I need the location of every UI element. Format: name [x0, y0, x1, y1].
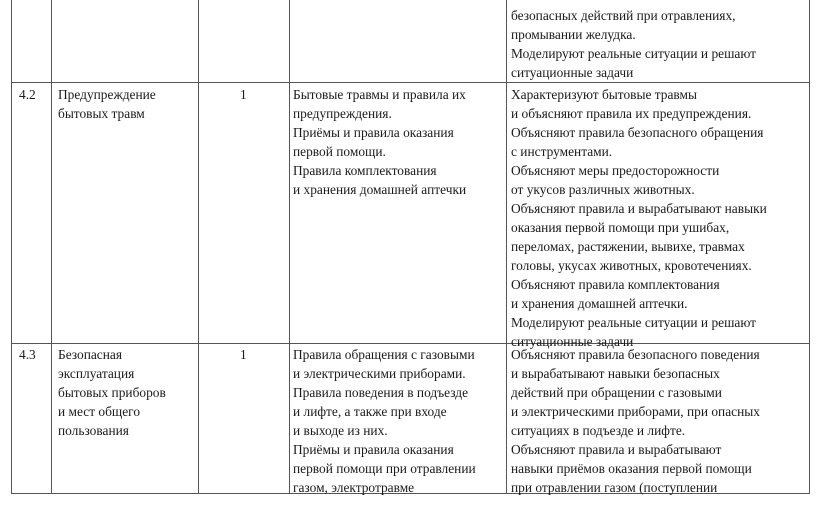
column-divider: [51, 0, 52, 494]
content-line: и выходе из них.: [293, 423, 388, 438]
column-divider: [198, 0, 199, 494]
content-line: Приёмы и правила оказания: [293, 125, 454, 140]
activity-line: промывании желудка.: [511, 27, 636, 42]
activity-line: безопасных действий при отравлениях,: [511, 8, 736, 23]
content-line: Бытовые травмы и правила их: [293, 87, 466, 102]
activity-line: Объясняют правила и вырабатывают: [511, 442, 722, 457]
hours-cell: 1: [240, 347, 247, 362]
row-divider: [11, 82, 810, 83]
hours-cell: 1: [240, 87, 247, 102]
activity-line: навыки приёмов оказания первой помощи: [511, 461, 752, 476]
activity-line: при отравлении газом (поступлении: [511, 480, 718, 495]
topic-line: Безопасная: [58, 347, 123, 362]
activities-cell: [511, 345, 760, 497]
activity-line: и электрическими приборами, при опасных: [511, 404, 760, 419]
activity-line: ситуационные задачи: [511, 65, 634, 80]
row-number: 4.3: [19, 347, 36, 362]
topic-line: и мест общего: [58, 404, 141, 419]
activity-line: от укусов различных животных.: [511, 182, 695, 197]
activity-line: действий при обращении с газовыми: [511, 385, 722, 400]
content-cell: [293, 345, 476, 497]
activity-line: ситуациях в подъезде и лифте.: [511, 423, 686, 438]
activity-line: и хранения домашней аптечки.: [511, 296, 688, 311]
content-line: Приёмы и правила оказания: [293, 442, 454, 457]
table-border-left: [11, 0, 12, 494]
activity-line: Объясняют меры предосторожности: [511, 163, 720, 178]
activity-line: Объясняют правила и вырабатывают навыки: [511, 201, 767, 216]
content-line: и хранения домашней аптечки: [293, 182, 467, 197]
curriculum-table: [11, 0, 810, 494]
content-line: первой помощи при отравлении: [293, 461, 476, 476]
content-line: и электрическими приборами.: [293, 366, 466, 381]
activity-line: с инструментами.: [511, 144, 613, 159]
table-row-activities: [511, 6, 756, 82]
content-line: первой помощи.: [293, 144, 386, 159]
activity-line: Объясняют правила комплектования: [511, 277, 720, 292]
activity-line: Объясняют правила безопасного поведения: [511, 347, 760, 362]
activity-line: переломах, растяжении, вывихе, травмах: [511, 239, 745, 254]
topic-line: пользования: [58, 423, 129, 438]
activity-line: Моделируют реальные ситуации и решают: [511, 315, 757, 330]
content-line: Правила комплектования: [293, 163, 437, 178]
topic-line: бытовых приборов: [58, 385, 166, 400]
content-line: и лифте, а также при входе: [293, 404, 447, 419]
topic-cell: [58, 345, 166, 440]
column-divider: [289, 0, 290, 494]
topic-line: бытовых травм: [58, 106, 145, 121]
activities-cell: [511, 85, 767, 351]
content-line: газом, электротравме: [293, 480, 415, 495]
content-line: Правила поведения в подъезде: [293, 385, 469, 400]
activity-line: и объясняют правила их предупреждения.: [511, 106, 752, 121]
topic-line: Предупреждение: [58, 87, 156, 102]
content-cell: [293, 85, 466, 199]
activity-line: Объясняют правила безопасного обращения: [511, 125, 764, 140]
activity-line: оказания первой помощи при ушибах,: [511, 220, 730, 235]
content-line: Правила обращения с газовыми: [293, 347, 475, 362]
column-divider: [506, 0, 507, 494]
topic-line: эксплуатация: [58, 366, 135, 381]
activity-line: Характеризуют бытовые травмы: [511, 87, 697, 102]
topic-cell: [58, 85, 156, 123]
activity-line: головы, укусах животных, кровотечениях.: [511, 258, 752, 273]
content-line: предупреждения.: [293, 106, 392, 121]
activity-line: Моделируют реальные ситуации и решают: [511, 46, 757, 61]
activity-line: и вырабатывают навыки безопасных: [511, 366, 720, 381]
table-border-right: [809, 0, 810, 494]
activity-line: ситуационные задачи: [511, 334, 634, 349]
row-number: 4.2: [19, 87, 36, 102]
